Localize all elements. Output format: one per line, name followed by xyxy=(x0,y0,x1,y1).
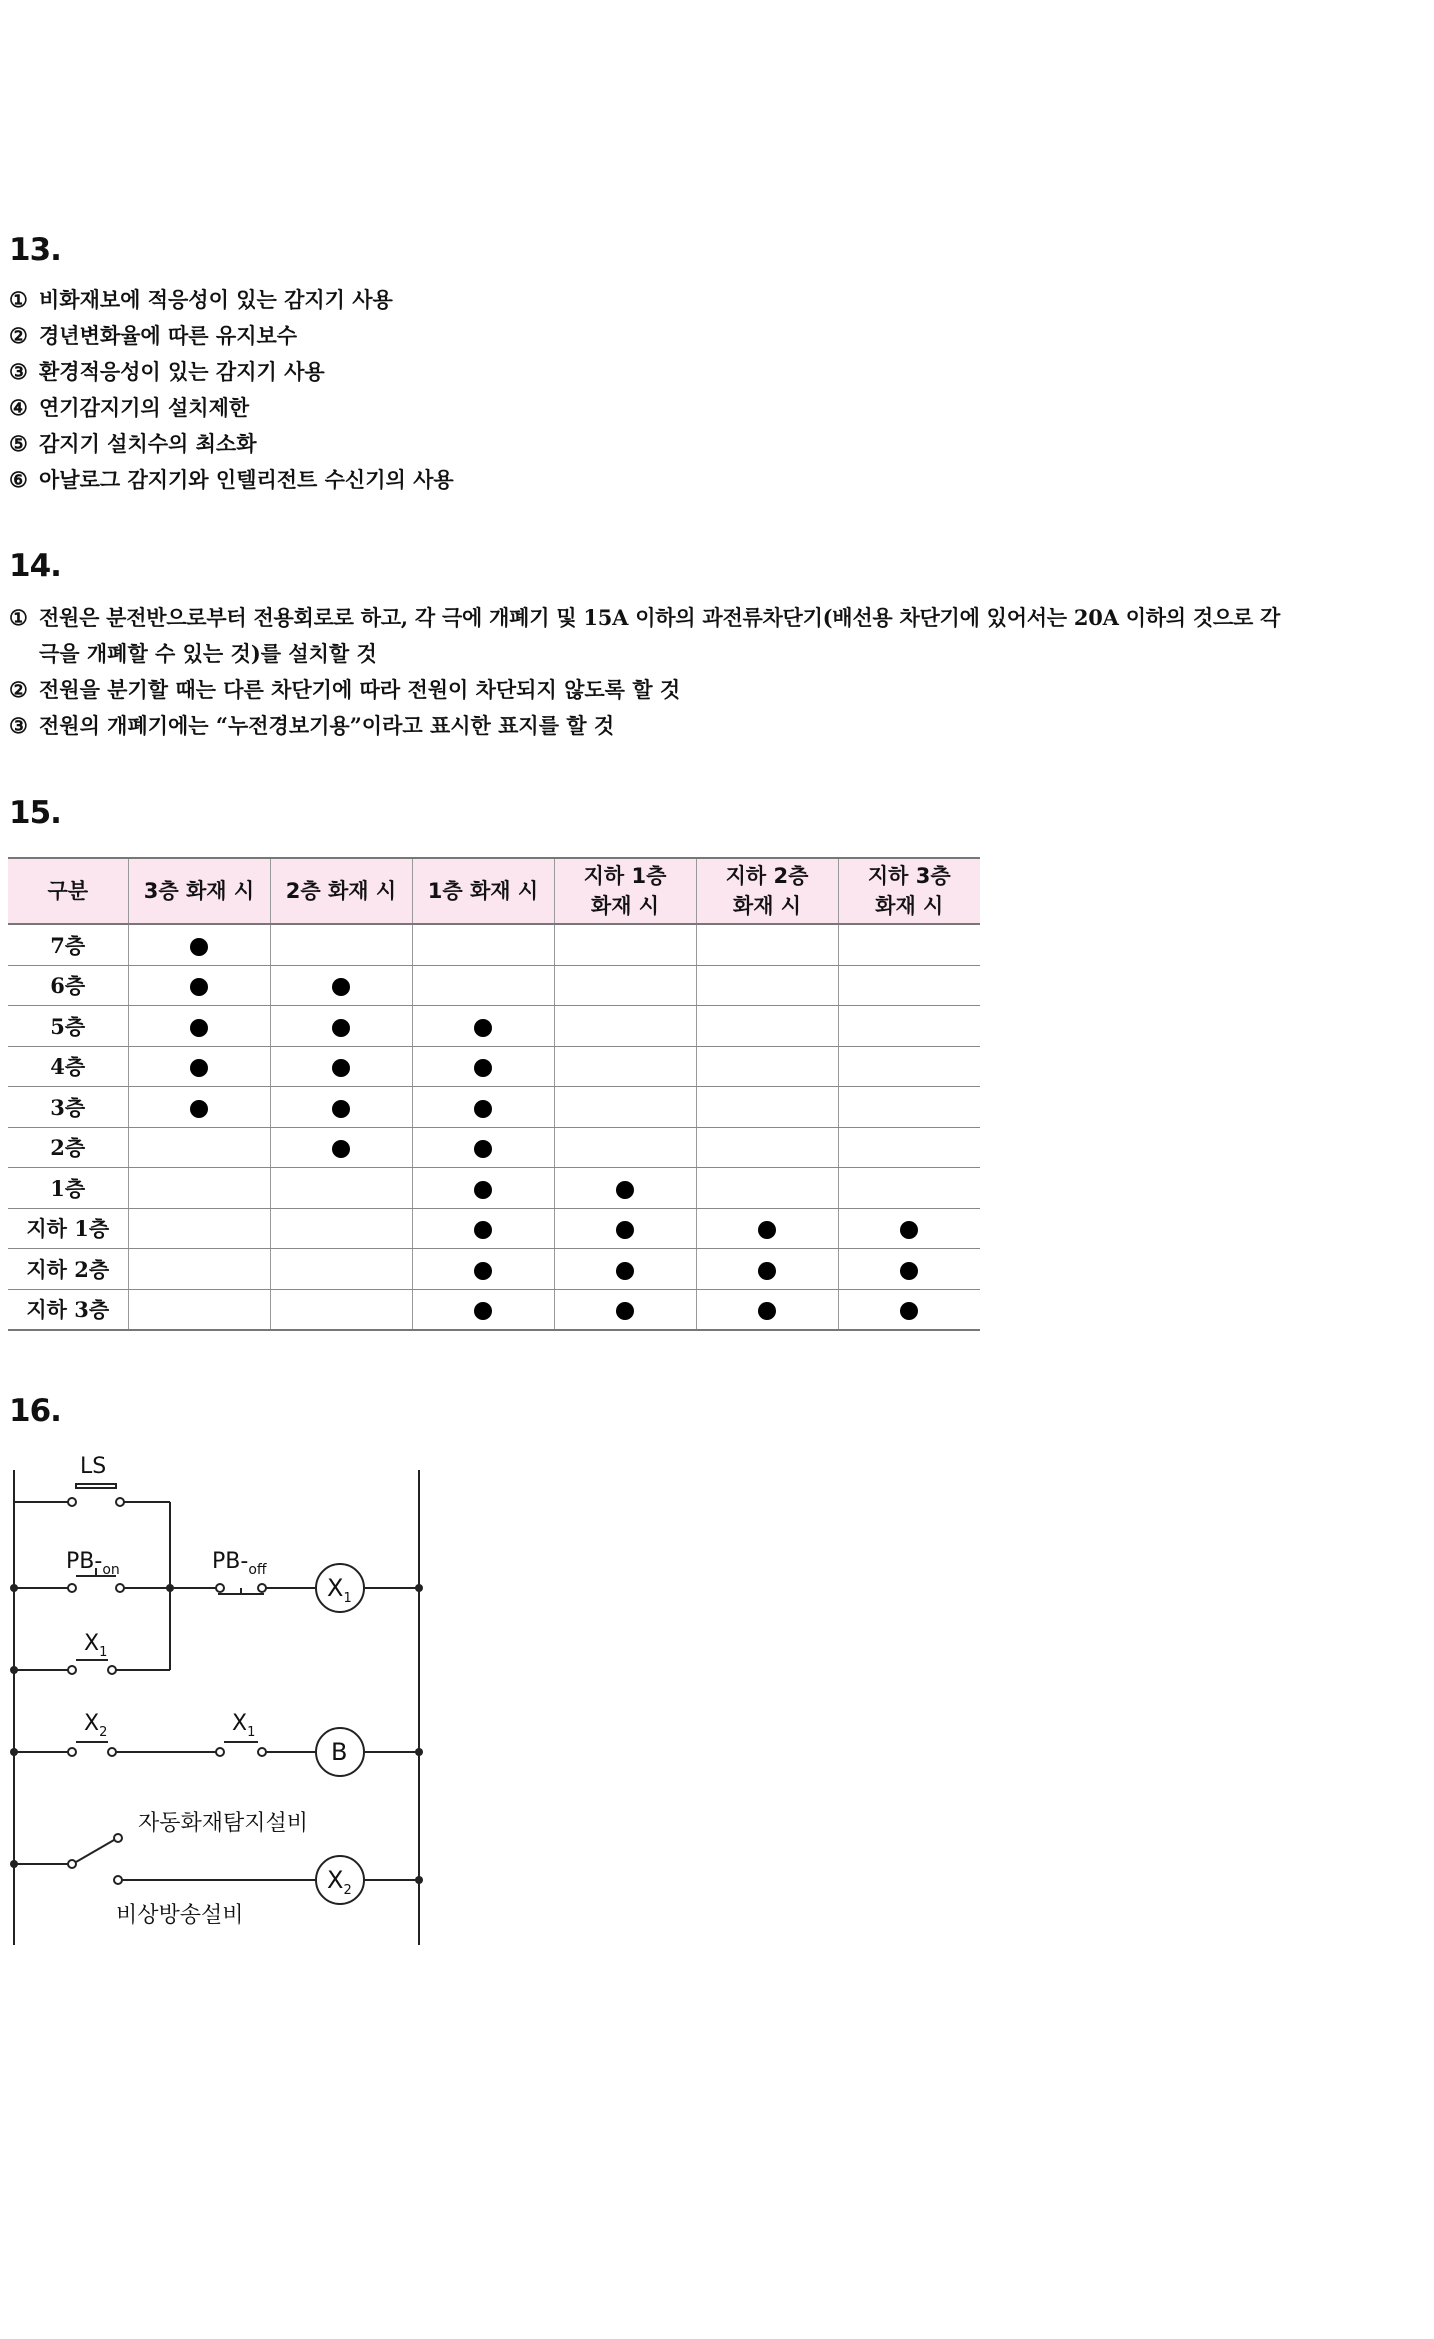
ls-label: LS xyxy=(80,1454,107,1479)
alarm-dot xyxy=(758,1221,776,1239)
alarm-cell xyxy=(128,1208,270,1249)
alarm-cell xyxy=(696,1249,838,1290)
column-header: 지하 2층 화재 시 xyxy=(696,858,838,924)
alarm-cell xyxy=(128,1087,270,1128)
floor-cell: 지하 2층 xyxy=(8,1249,128,1290)
alarm-dot xyxy=(332,1059,350,1077)
alarm-cell xyxy=(838,1289,980,1330)
alarm-cell xyxy=(412,1289,554,1330)
alarm-dot xyxy=(900,1262,918,1280)
floor-cell: 6층 xyxy=(8,965,128,1006)
list-item: ③ 환경적응성이 있는 감지기 사용 xyxy=(9,359,325,384)
table-row xyxy=(8,1087,980,1128)
alarm-cell xyxy=(270,1289,412,1330)
alarm-dot xyxy=(474,1100,492,1118)
contact-x1b-label: $X_1$ xyxy=(232,1711,256,1740)
alarm-cell xyxy=(554,924,696,965)
alarm-dot xyxy=(474,1221,492,1239)
alarm-dot xyxy=(474,1140,492,1158)
list-item: ② 경년변화율에 따른 유지보수 xyxy=(9,323,298,348)
alarm-cell xyxy=(412,965,554,1006)
alarm-dot xyxy=(758,1302,776,1320)
alarm-cell xyxy=(554,965,696,1006)
alarm-cell xyxy=(270,924,412,965)
alarm-floor-table xyxy=(8,857,980,1331)
alarm-cell xyxy=(412,924,554,965)
alarm-cell xyxy=(838,1087,980,1128)
table-row xyxy=(8,965,980,1006)
question-13-number: 13. xyxy=(9,232,61,268)
table-body xyxy=(8,924,980,1330)
question-16-number: 16. xyxy=(9,1393,61,1429)
list-item: ⑥ 아날로그 감지기와 인텔리전트 수신기의 사용 xyxy=(9,467,454,492)
alarm-dot xyxy=(190,978,208,996)
alarm-cell xyxy=(838,1006,980,1047)
column-header: 구분 xyxy=(8,858,128,924)
alarm-dot xyxy=(190,1019,208,1037)
column-header: 2층 화재 시 xyxy=(270,858,412,924)
list-item: ⑤ 감지기 설치수의 최소화 xyxy=(9,431,257,456)
alarm-dot xyxy=(474,1181,492,1199)
alarm-cell xyxy=(696,1208,838,1249)
alarm-cell xyxy=(270,965,412,1006)
alarm-cell xyxy=(412,1006,554,1047)
column-header: 지하 3층 화재 시 xyxy=(838,858,980,924)
alarm-dot xyxy=(616,1221,634,1239)
buzzer-b-label: B xyxy=(331,1738,348,1766)
table-header-row xyxy=(8,858,980,924)
floor-cell: 1층 xyxy=(8,1168,128,1209)
table-row xyxy=(8,1127,980,1168)
table-row xyxy=(8,1208,980,1249)
alarm-cell xyxy=(270,1127,412,1168)
alarm-cell xyxy=(128,965,270,1006)
alarm-cell xyxy=(554,1249,696,1290)
ladder-diagram xyxy=(0,1440,440,1960)
coil-x2-label: $X_2$ xyxy=(327,1866,352,1898)
alarm-dot xyxy=(190,1059,208,1077)
table-row xyxy=(8,924,980,965)
alarm-cell xyxy=(554,1046,696,1087)
alarm-cell xyxy=(696,1168,838,1209)
contact-x2-label: $X_2$ xyxy=(84,1711,108,1740)
alarm-dot xyxy=(190,1100,208,1118)
alarm-cell xyxy=(270,1006,412,1047)
alarm-cell xyxy=(128,924,270,965)
list-item: ④ 연기감지기의 설치제한 xyxy=(9,395,250,420)
alarm-cell xyxy=(838,1127,980,1168)
question-13-list xyxy=(9,282,454,498)
question-14-number: 14. xyxy=(9,548,61,584)
alarm-cell xyxy=(696,924,838,965)
alarm-cell xyxy=(270,1208,412,1249)
alarm-dot xyxy=(474,1302,492,1320)
alarm-cell xyxy=(838,924,980,965)
floor-cell: 4층 xyxy=(8,1046,128,1087)
alarm-cell xyxy=(838,965,980,1006)
alarm-cell xyxy=(554,1208,696,1249)
alarm-dot xyxy=(616,1302,634,1320)
alarm-cell xyxy=(128,1168,270,1209)
alarm-cell xyxy=(412,1249,554,1290)
alarm-dot xyxy=(616,1181,634,1199)
question-14-list xyxy=(9,600,1280,744)
alarm-dot xyxy=(190,938,208,956)
pb-off-label: $PB-_{off}$ xyxy=(212,1549,267,1578)
alarm-cell xyxy=(412,1208,554,1249)
alarm-dot xyxy=(332,1140,350,1158)
broadcast-label: 비상방송설비 xyxy=(116,1903,244,1928)
alarm-cell xyxy=(412,1046,554,1087)
floor-cell: 지하 1층 xyxy=(8,1208,128,1249)
alarm-cell xyxy=(270,1087,412,1128)
alarm-cell xyxy=(128,1127,270,1168)
column-header: 1층 화재 시 xyxy=(412,858,554,924)
alarm-cell xyxy=(128,1046,270,1087)
table-row xyxy=(8,1249,980,1290)
alarm-cell xyxy=(270,1046,412,1087)
alarm-dot xyxy=(616,1262,634,1280)
floor-cell: 5층 xyxy=(8,1006,128,1047)
pb-on-label: $PB-_{on}$ xyxy=(66,1549,120,1578)
table-row xyxy=(8,1006,980,1047)
alarm-dot xyxy=(474,1059,492,1077)
alarm-cell xyxy=(554,1168,696,1209)
alarm-cell xyxy=(696,965,838,1006)
table-row xyxy=(8,1046,980,1087)
alarm-cell xyxy=(412,1168,554,1209)
alarm-cell xyxy=(270,1168,412,1209)
alarm-cell xyxy=(554,1127,696,1168)
alarm-cell xyxy=(128,1006,270,1047)
alarm-dot xyxy=(332,978,350,996)
alarm-dot xyxy=(474,1019,492,1037)
alarm-cell xyxy=(696,1046,838,1087)
coil-x1-label: $X_1$ xyxy=(327,1574,352,1606)
floor-cell: 3층 xyxy=(8,1087,128,1128)
fire-detect-label: 자동화재탐지설비 xyxy=(138,1811,309,1836)
table-row xyxy=(8,1168,980,1209)
alarm-cell xyxy=(696,1289,838,1330)
column-header: 지하 1층 화재 시 xyxy=(554,858,696,924)
contact-x1-label: $X_1$ xyxy=(84,1631,108,1660)
alarm-cell xyxy=(696,1006,838,1047)
alarm-cell xyxy=(412,1127,554,1168)
alarm-dot xyxy=(758,1262,776,1280)
alarm-cell xyxy=(696,1087,838,1128)
list-item: ③ 전원의 개폐기에는 “누전경보기용”이라고 표시한 표지를 할 것 xyxy=(9,713,615,738)
alarm-cell xyxy=(838,1208,980,1249)
floor-cell: 2층 xyxy=(8,1127,128,1168)
alarm-cell xyxy=(838,1249,980,1290)
table-row xyxy=(8,1289,980,1330)
alarm-dot xyxy=(900,1221,918,1239)
list-item: ① 비화재보에 적응성이 있는 감지기 사용 xyxy=(9,287,393,312)
alarm-cell xyxy=(554,1087,696,1128)
alarm-cell xyxy=(270,1249,412,1290)
alarm-cell xyxy=(554,1289,696,1330)
list-item: ② 전원을 분기할 때는 다른 차단기에 따라 전원이 차단되지 않도록 할 것 xyxy=(9,677,681,702)
alarm-dot xyxy=(900,1302,918,1320)
floor-cell: 지하 3층 xyxy=(8,1289,128,1330)
alarm-cell xyxy=(838,1046,980,1087)
alarm-cell xyxy=(128,1249,270,1290)
alarm-dot xyxy=(332,1019,350,1037)
column-header: 3층 화재 시 xyxy=(128,858,270,924)
alarm-dot xyxy=(474,1262,492,1280)
question-15-number: 15. xyxy=(9,795,61,831)
alarm-cell xyxy=(412,1087,554,1128)
alarm-cell xyxy=(838,1168,980,1209)
list-item: ① 전원은 분전반으로부터 전용회로로 하고, 각 극에 개폐기 및 15A 이하의 과전류차단기(배선용 차단기에 있어서는 20A 이하의 것으로 각 극을 개폐할 수 있는 것)를 설치할 것 xyxy=(9,605,1281,666)
alarm-dot xyxy=(332,1100,350,1118)
alarm-cell xyxy=(128,1289,270,1330)
alarm-cell xyxy=(696,1127,838,1168)
alarm-cell xyxy=(554,1006,696,1047)
floor-cell: 7층 xyxy=(8,924,128,965)
